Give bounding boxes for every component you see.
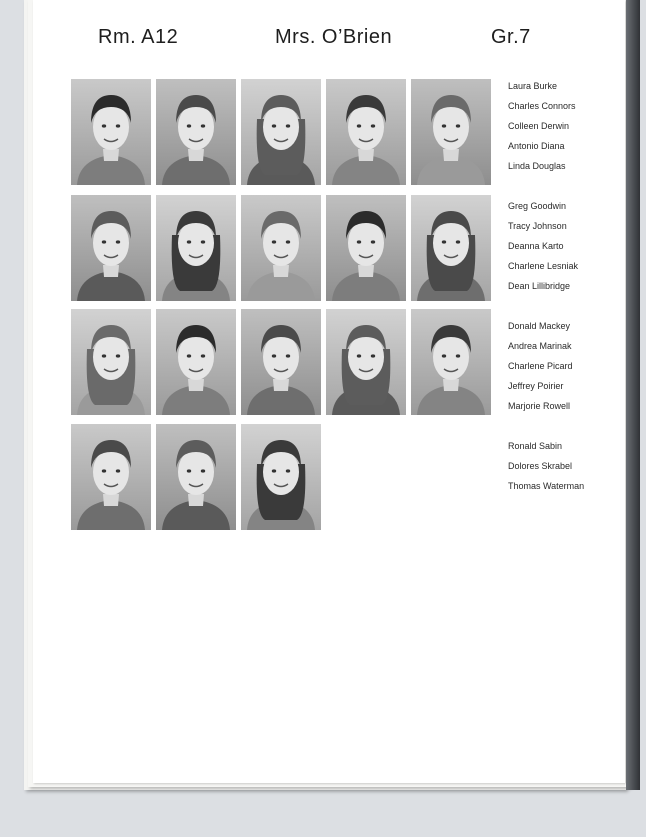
teacher-label: Mrs. O’Brien	[275, 26, 393, 48]
student-photo	[156, 195, 236, 301]
student-photo	[411, 195, 491, 301]
grade-label: Gr.7	[491, 26, 531, 48]
student-name: Colleen Derwin	[508, 121, 570, 131]
student-photo	[241, 424, 321, 530]
student-name: Charlene Lesniak	[508, 261, 579, 271]
student-photo	[71, 195, 151, 301]
student-name: Antonio Diana	[508, 141, 565, 151]
name-list-row-4	[508, 436, 618, 496]
student-photo	[71, 424, 151, 530]
student-name: Linda Douglas	[508, 161, 566, 171]
student-name: Marjorie Rowell	[508, 401, 571, 411]
student-photo	[241, 195, 321, 301]
room-label: Rm. A12	[98, 26, 179, 48]
student-name: Dolores Skrabel	[508, 461, 573, 471]
student-photo	[411, 79, 491, 185]
student-name: Tracy Johnson	[508, 221, 567, 231]
name-list-row-1	[508, 76, 618, 176]
name-list-row-2	[508, 196, 618, 296]
student-photo	[71, 309, 151, 415]
student-photo	[326, 195, 406, 301]
student-name: Jeffrey Poirier	[508, 381, 564, 391]
student-photo	[326, 79, 406, 185]
name-list-row-3	[508, 316, 618, 416]
page-edge-shadow	[626, 0, 640, 790]
student-name: Dean Lillibridge	[508, 281, 571, 291]
student-photo	[326, 309, 406, 415]
student-photo	[156, 79, 236, 185]
student-name: Ronald Sabin	[508, 441, 563, 451]
student-name: Greg Goodwin	[508, 201, 567, 211]
student-name: Charlene Picard	[508, 361, 573, 371]
student-photo	[411, 309, 491, 415]
student-photo	[71, 79, 151, 185]
student-photo	[156, 309, 236, 415]
student-name: Thomas Waterman	[508, 481, 585, 491]
student-photo	[241, 79, 321, 185]
student-name: Laura Burke	[508, 81, 558, 91]
student-name: Charles Connors	[508, 101, 576, 111]
student-photo	[241, 309, 321, 415]
student-name: Andrea Marinak	[508, 341, 572, 351]
student-name: Donald Mackey	[508, 321, 571, 331]
student-photo	[156, 424, 236, 530]
student-name: Deanna Karto	[508, 241, 564, 251]
